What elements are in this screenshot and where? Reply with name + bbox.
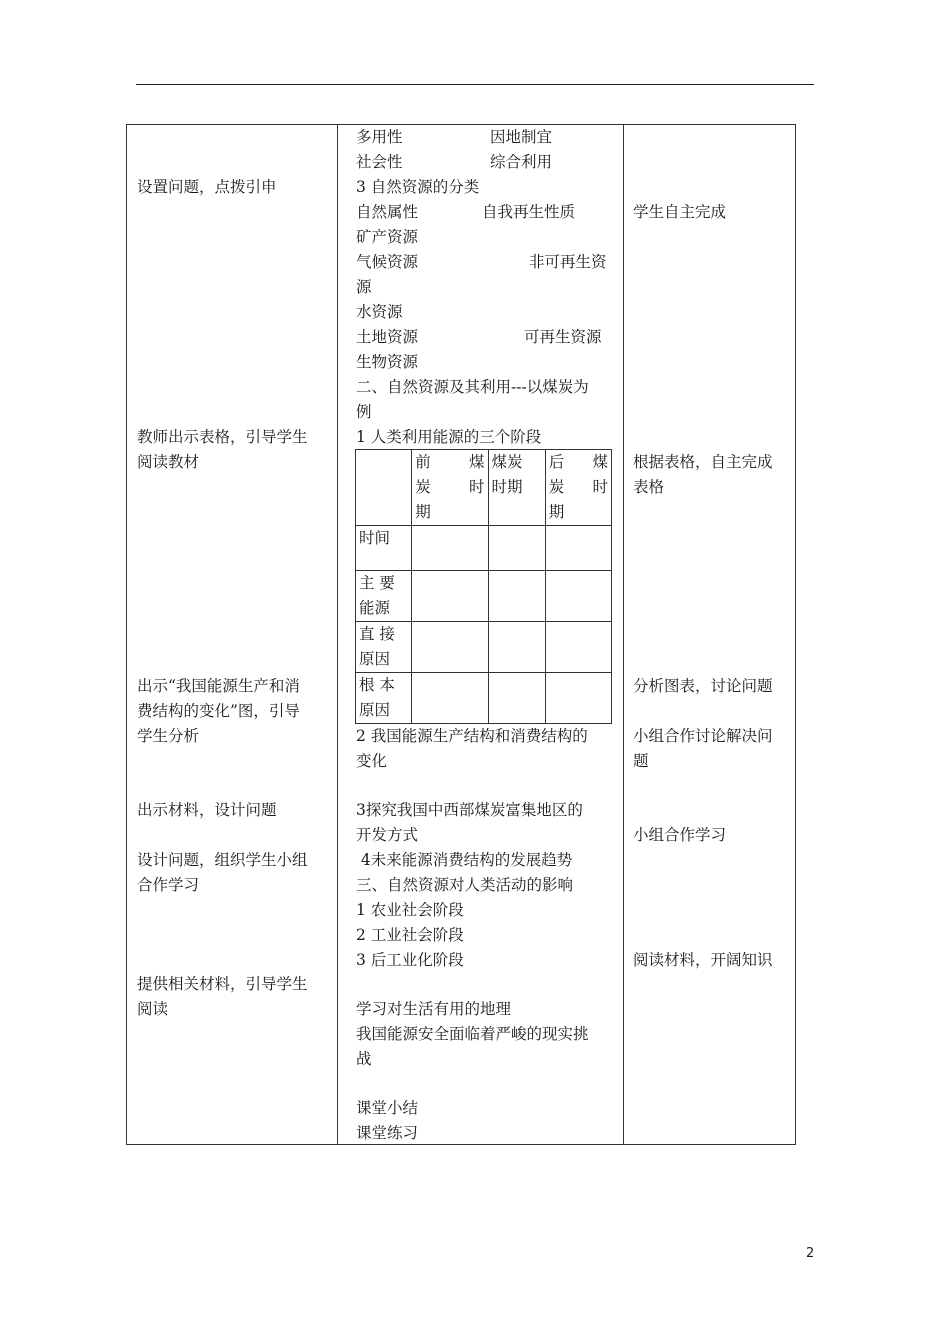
content-line: 1 人类利用能源的三个阶段 bbox=[356, 428, 542, 446]
table-cell bbox=[412, 673, 488, 724]
content-line: 多用性 bbox=[356, 128, 403, 146]
table-cell bbox=[412, 622, 488, 673]
content-line: 3探究我国中西部煤炭富集地区的 bbox=[356, 801, 583, 819]
teacher-activity-3c: 学生分析 bbox=[137, 727, 200, 745]
student-activity-3: 分析图表，讨论问题 bbox=[633, 677, 773, 695]
energy-stage-table bbox=[355, 449, 612, 724]
table-cell bbox=[545, 571, 611, 622]
column-divider-1 bbox=[337, 125, 338, 1144]
table-cell bbox=[412, 571, 488, 622]
student-activity-4b: 题 bbox=[633, 752, 649, 770]
content-line: 因地制宜 bbox=[490, 128, 553, 146]
column-divider-2 bbox=[623, 125, 624, 1144]
header-coal bbox=[488, 450, 545, 526]
row-label-direct-cause bbox=[356, 622, 412, 673]
table-cell bbox=[488, 571, 545, 622]
row-label-root-cause bbox=[356, 673, 412, 724]
table-corner-cell bbox=[356, 450, 412, 526]
content-line: 变化 bbox=[356, 752, 388, 770]
cell-text: 炭 时 bbox=[548, 478, 608, 496]
cell-text: 直 接 bbox=[359, 625, 395, 643]
table-cell bbox=[488, 622, 545, 673]
section-heading: 二、自然资源及其利用---以煤炭为 bbox=[356, 378, 589, 396]
table-cell bbox=[545, 526, 611, 571]
table-cell bbox=[488, 526, 545, 571]
content-line: 3 自然资源的分类 bbox=[356, 178, 480, 196]
content-line: 例 bbox=[356, 403, 372, 421]
cell-text: 后 煤 bbox=[548, 453, 608, 471]
cell-text: 原因 bbox=[359, 701, 391, 719]
content-line: 2 工业社会阶段 bbox=[356, 926, 464, 944]
content-line: 课堂小结 bbox=[356, 1099, 419, 1117]
content-line: 土地资源 bbox=[356, 328, 419, 346]
header-pre-coal bbox=[412, 450, 488, 526]
content-line: 源 bbox=[356, 278, 372, 296]
content-line: 开发方式 bbox=[356, 826, 419, 844]
content-line: 自我再生性质 bbox=[482, 203, 576, 221]
table-cell bbox=[545, 673, 611, 724]
content-line: 气候资源 bbox=[356, 253, 419, 271]
student-activity-6: 阅读材料，开阔知识 bbox=[633, 951, 773, 969]
teacher-activity-5b: 合作学习 bbox=[137, 876, 200, 894]
teacher-activity-6b: 阅读 bbox=[137, 1000, 169, 1018]
cell-text: 原因 bbox=[359, 650, 391, 668]
student-activity-4a: 小组合作讨论解决问 bbox=[633, 727, 773, 745]
cell-text: 时期 bbox=[491, 478, 523, 496]
content-line: 社会性 bbox=[356, 153, 403, 171]
teacher-activity-3a: 出示“我国能源生产和消 bbox=[137, 677, 300, 695]
teacher-activity-1: 设置问题，点拨引申 bbox=[137, 178, 277, 196]
cell-text: 炭 时 bbox=[415, 478, 485, 496]
content-line: 可再生资源 bbox=[524, 328, 602, 346]
cell-text: 能源 bbox=[359, 599, 391, 617]
student-activity-2b: 表格 bbox=[633, 478, 665, 496]
content-line: 3 后工业化阶段 bbox=[356, 951, 464, 969]
table-cell bbox=[412, 526, 488, 571]
table-cell bbox=[545, 622, 611, 673]
content-line: 4未来能源消费结构的发展趋势 bbox=[356, 851, 573, 869]
content-line: 课堂练习 bbox=[356, 1124, 419, 1142]
content-line: 学习对生活有用的地理 bbox=[356, 1000, 512, 1018]
row-label-main-energy bbox=[356, 571, 412, 622]
student-activity-2a: 根据表格，自主完成 bbox=[633, 453, 773, 471]
content-line: 我国能源安全面临着严峻的现实挑 bbox=[356, 1025, 589, 1043]
teacher-activity-5a: 设计问题，组织学生小组 bbox=[137, 851, 308, 869]
row-label-time bbox=[356, 526, 412, 571]
page-number: 2 bbox=[806, 1246, 815, 1261]
teacher-activity-6a: 提供相关材料，引导学生 bbox=[137, 975, 308, 993]
teacher-activity-4: 出示材料，设计问题 bbox=[137, 801, 277, 819]
section-heading: 三、自然资源对人类活动的影响 bbox=[356, 876, 574, 894]
cell-text: 期 bbox=[548, 503, 565, 521]
content-line: 非可再生资 bbox=[529, 253, 607, 271]
header-rule bbox=[136, 84, 814, 85]
cell-text: 期 bbox=[415, 503, 431, 521]
header-post-coal bbox=[545, 450, 611, 526]
content-line: 水资源 bbox=[356, 303, 403, 321]
content-line: 战 bbox=[356, 1050, 372, 1068]
cell-text: 根 本 bbox=[359, 676, 395, 694]
table-cell bbox=[488, 673, 545, 724]
cell-text: 时间 bbox=[359, 529, 391, 547]
content-line: 自然属性 bbox=[356, 203, 419, 221]
cell-text: 前 煤 bbox=[415, 453, 485, 471]
content-line: 矿产资源 bbox=[356, 228, 419, 246]
student-activity-5: 小组合作学习 bbox=[633, 826, 727, 844]
student-activity-1: 学生自主完成 bbox=[633, 203, 727, 221]
teacher-activity-2b: 阅读教材 bbox=[137, 453, 200, 471]
teacher-activity-3b: 费结构的变化”图，引导 bbox=[137, 702, 300, 720]
lesson-table bbox=[126, 124, 796, 1145]
cell-text: 煤炭 bbox=[491, 453, 523, 471]
content-line: 2 我国能源生产结构和消费结构的 bbox=[356, 727, 588, 745]
content-line: 综合利用 bbox=[490, 153, 553, 171]
teacher-activity-2a: 教师出示表格，引导学生 bbox=[137, 428, 308, 446]
content-line: 生物资源 bbox=[356, 353, 419, 371]
content-line: 1 农业社会阶段 bbox=[356, 901, 464, 919]
cell-text: 主 要 bbox=[359, 574, 395, 592]
